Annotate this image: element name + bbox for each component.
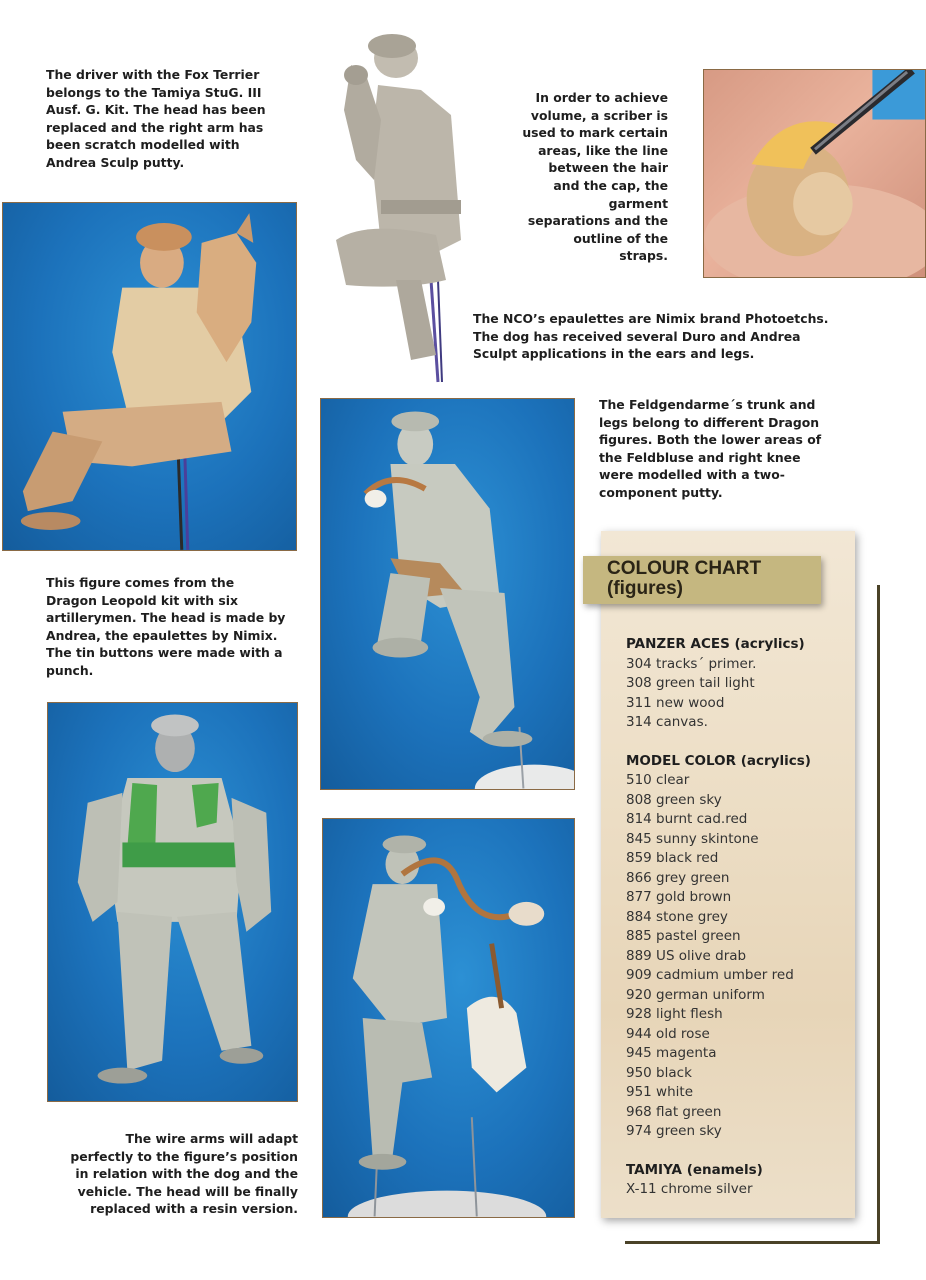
- caption-leopold: This figure comes from the Dragon Leopold kit with six artillerymen. The head is made by Andrea, the epaulettes by Nimix. The tin buttons were made with a punch.: [46, 575, 286, 678]
- paint-item: 909 cadmium umber red: [626, 967, 794, 983]
- paint-item: X-11 chrome silver: [626, 1181, 753, 1197]
- paint-item: 510 clear: [626, 772, 690, 788]
- caption-nco: The NCO’s epaulettes are Nimix brand Photoetchs. The dog has received several Duro and Andrea Sculpt applications in the ears and legs.: [473, 311, 829, 362]
- feldgendarme-figure-illustration: [321, 399, 574, 789]
- paint-item: 920 german uniform: [626, 986, 765, 1003]
- colour-chart-list: [626, 635, 848, 1200]
- paint-item: 885 pastel green: [626, 928, 741, 944]
- colour-chart-header: [583, 556, 821, 604]
- caption-wire-arms: The wire arms will adapt perfectly to the figure’s position in relation with the dog and the vehicle. The head will be finally replaced with a resin version.: [70, 1131, 298, 1217]
- paint-item: 951 white: [626, 1084, 694, 1100]
- photo-feldgendarme-sculpt: [320, 398, 575, 790]
- photo-scriber-closeup: [703, 69, 926, 278]
- colour-chart-subtitle: (figures): [607, 578, 683, 599]
- paint-item: 308 green tail light: [626, 675, 755, 691]
- paint-item: 944 old rose: [626, 1025, 710, 1042]
- paint-item: 304 tracks´ primer.: [626, 655, 757, 672]
- paint-group-panzer-aces: [626, 635, 848, 733]
- paint-group-model-color: [626, 752, 848, 1142]
- paint-item: 945 magenta: [626, 1045, 717, 1061]
- caption-scriber: In order to achieve volume, a scriber is used to mark certain areas, like the line between the hair and the cap, the garment separations and the outline of the straps.: [522, 90, 668, 264]
- caption-driver: The driver with the Fox Terrier belongs to the Tamiya StuG. III Ausf. G. Kit. The head has been replaced and the right arm has been scratch modelled with Andrea Sculp putty.: [46, 67, 266, 170]
- leopold-figure-illustration: [48, 703, 297, 1101]
- caption-feldgendarme: The Feldgendarme´s trunk and legs belong to different Dragon figures. Both the lower areas of the Feldbluse and right knee were modelled with a two-component putty.: [599, 397, 822, 500]
- paint-item: 884 stone grey: [626, 908, 728, 925]
- photo-putty-sculpt-figure: [326, 30, 486, 385]
- paint-group-title: MODEL COLOR (acrylics): [626, 752, 811, 769]
- scriber-closeup-illustration: [704, 70, 925, 277]
- paint-item: 814 burnt cad.red: [626, 811, 748, 827]
- photo-wire-arms-figure: [322, 818, 575, 1218]
- paint-item: 314 canvas.: [626, 714, 708, 730]
- paint-item: 845 sunny skintone: [626, 830, 759, 847]
- paint-item: 974 green sky: [626, 1123, 722, 1139]
- paint-item: 859 black red: [626, 850, 719, 866]
- paint-item: 311 new wood: [626, 694, 725, 711]
- paint-group-title: TAMIYA (enamels): [626, 1161, 763, 1178]
- wire-arms-illustration: [323, 819, 574, 1217]
- paint-item: 877 gold brown: [626, 889, 732, 905]
- colour-chart-title: COLOUR CHART: [607, 558, 762, 579]
- paint-item: 928 light flesh: [626, 1006, 723, 1022]
- paint-item: 808 green sky: [626, 791, 722, 808]
- paint-group-tamiya: [626, 1161, 848, 1200]
- driver-figure-illustration: [3, 203, 296, 550]
- paint-item: 968 flat green: [626, 1103, 722, 1120]
- putty-figure-illustration: [326, 30, 486, 385]
- paint-item: 866 grey green: [626, 869, 730, 886]
- photo-leopold-figure: [47, 702, 298, 1102]
- paint-group-title: PANZER ACES (acrylics): [626, 636, 805, 652]
- paint-item: 950 black: [626, 1064, 692, 1081]
- photo-driver-with-dog: [2, 202, 297, 551]
- paint-item: 889 US olive drab: [626, 947, 747, 964]
